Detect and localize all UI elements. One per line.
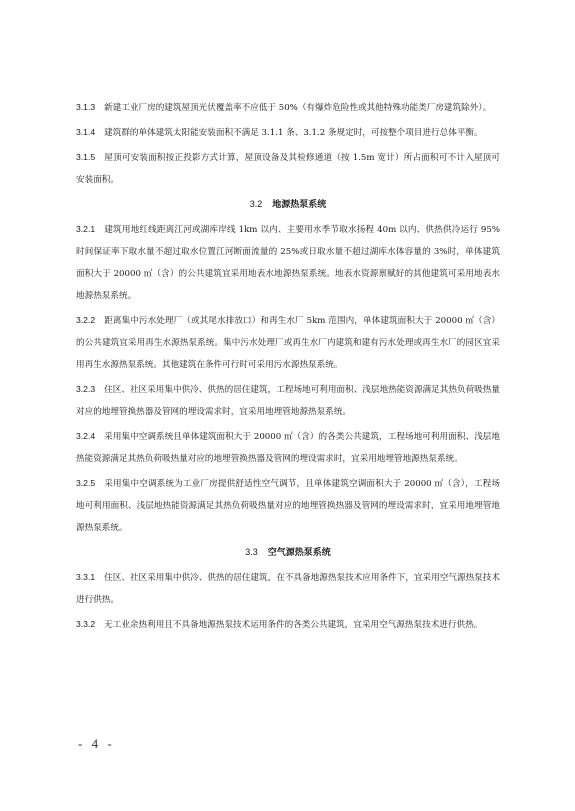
clause-number: 3.3.1 bbox=[76, 572, 96, 582]
page-number: - 4 - bbox=[78, 736, 115, 751]
clause-3-3-1 bbox=[76, 566, 500, 611]
clause-3-2-1 bbox=[76, 218, 500, 307]
clause-text: 建筑群的单体建筑太阳能安装面积不满足 3.1.1 条、3.1.2 条规定时，可按整个项目进行总体平衡。 bbox=[104, 128, 483, 138]
section-heading-3-2 bbox=[76, 193, 500, 216]
clause-3-1-5 bbox=[76, 146, 500, 191]
clause-3-1-3 bbox=[76, 96, 500, 119]
clause-text: 采用集中空调系统为工业厂房提供舒适性空气调节，且单体建筑空调面积大于 20000 ㎡（含），工程场地可利用面积、浅层地热能资源满足其热负荷吸热量对应的地埋管换热器及管网的埋设需求时，宜采用地埋管地源热泵系统。 bbox=[76, 479, 500, 533]
clause-number: 3.2.2 bbox=[76, 315, 96, 325]
clause-text: 距离集中污水处理厂（或其尾水排放口）和再生水厂 5km 范围内，单体建筑面积大于 20000 ㎡（含）的公共建筑宜采用再生水源热泵系统。集中污水处理厂或再生水厂内建筑和建有污水处理或再生水厂的园区宜采用再生水源热泵系统。其他建筑在条件可行时可采用污水源热泵系统。 bbox=[76, 316, 500, 370]
clause-text: 屋顶可安装面积按正投影方式计算，屋顶设备及其检修通道（按 1.5m 宽计）所占面积可不计入屋顶可安装面积。 bbox=[76, 153, 500, 185]
clause-text: 无工业余热利用且不具备地源热泵技术运用条件的各类公共建筑，宜采用空气源热泵技术进行供热。 bbox=[104, 620, 483, 630]
clause-number: 3.1.5 bbox=[76, 152, 96, 162]
clause-3-3-2 bbox=[76, 613, 500, 636]
clause-3-2-5 bbox=[76, 472, 500, 539]
section-title: 空气源热泵系统 bbox=[267, 548, 331, 558]
clause-3-2-4 bbox=[76, 425, 500, 470]
clause-text: 住区、社区采用集中供冷、供热的居住建筑，工程场地可利用面积、浅层地热能资源满足其热负荷吸热量对应的地埋管换热器及管网的埋设需求时，宜采用地埋管地源热泵系统。 bbox=[76, 385, 500, 417]
clause-text: 新建工业厂房的建筑屋顶光伏覆盖率不应低于 50%（有爆炸危险性或其他特殊功能类厂房建筑除外）。 bbox=[104, 103, 492, 113]
clause-number: 3.3.2 bbox=[76, 619, 96, 629]
clause-3-2-2 bbox=[76, 309, 500, 376]
clause-number: 3.2.5 bbox=[76, 478, 96, 488]
clause-text: 建筑用地红线距离江河或湖库岸线 1km 以内、主要用水季节取水扬程 40m 以内、供热供冷运行 95%时间保证率下取水量不超过取水位置江河断面流量的 25%或日取水量不超过湖库水体容量的 3%时，单体建筑面积大于 20000 ㎡（含）的公共建筑宜采用地表水地源热泵系统。地表水资源禀赋好的其他建筑可采用地表水地源热泵系统。 bbox=[76, 225, 500, 301]
section-title: 地源热泵系统 bbox=[272, 200, 327, 210]
section-number: 3.2 bbox=[249, 199, 263, 209]
document-body bbox=[76, 96, 500, 638]
section-heading-3-3 bbox=[76, 541, 500, 564]
clause-3-2-3 bbox=[76, 378, 500, 423]
clause-text: 住区、社区采用集中供冷、供热的居住建筑，在不具备地源热泵技术应用条件下，宜采用空气源热泵技术进行供热。 bbox=[76, 573, 500, 605]
section-number: 3.3 bbox=[245, 547, 258, 557]
clause-number: 3.2.1 bbox=[76, 224, 96, 234]
clause-number: 3.2.4 bbox=[76, 431, 96, 441]
clause-number: 3.1.4 bbox=[76, 127, 96, 137]
clause-text: 采用集中空调系统且单体建筑面积大于 20000 ㎡（含）的各类公共建筑，工程场地可利用面积、浅层地热能资源满足其热负荷吸热量对应的地埋管换热器及管网的埋设需求时，宜采用地埋管地源热泵系统。 bbox=[76, 432, 500, 464]
clause-number: 3.1.3 bbox=[76, 102, 96, 112]
clause-3-1-4 bbox=[76, 121, 500, 144]
clause-number: 3.2.3 bbox=[76, 384, 96, 394]
